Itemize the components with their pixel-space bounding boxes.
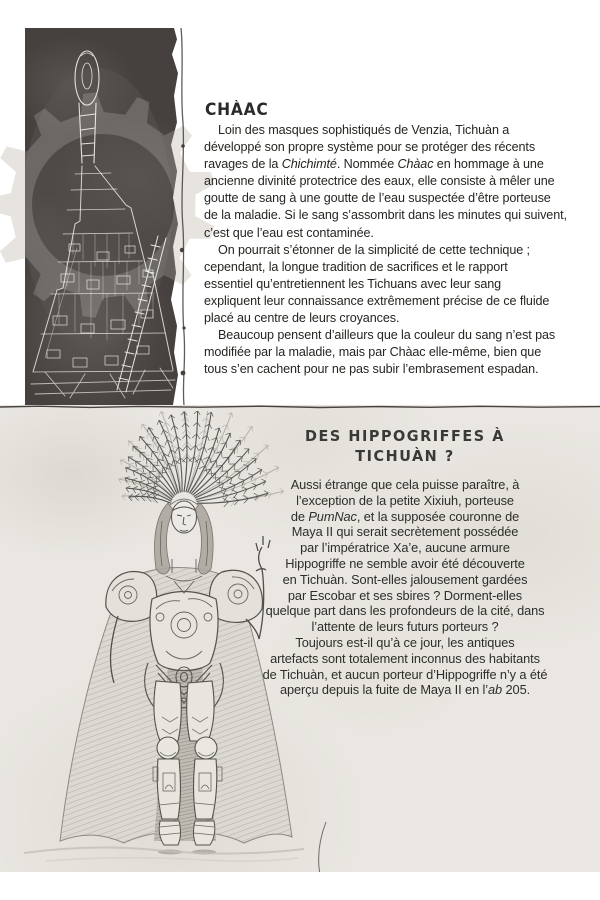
parchment-torn-edge <box>0 405 600 410</box>
chaac-section-title: CHÀAC <box>205 100 269 119</box>
tower-illustration <box>25 28 181 405</box>
chaac-paragraph: On pourrait s’étonner de la simplicité de cette technique ; cependant, la longue tradition de sacrifices et le rapport essentiel qu’entretiennent les Tichuans avec leur sang expliquent leur connaissance extrêmement précise de ce fluide placé au centre de leurs croyances. <box>204 242 550 326</box>
chaac-paragraph: Loin des masques sophistiqués de Venzia, Tichuàn a développé son propre système pour se protéger des récents ravages de la Chichimté. Nommée Chàac en hommage à une ancienne divinité protectrice des eaux, elle consiste à mêler une goutte de sang à une goutte de l’eau suspectée d’être porteuse de la maladie. Si le sang s’assombrit dans les minutes qui suivent, c’est que l’eau est contaminée. <box>204 123 567 240</box>
hippogriffes-body-text: Aussi étrange que cela puisse paraître, à l’exception de la petite Xixiuh, porteuse de PumNac, et la supposée couronne de Maya II qui serait secrètement possédée par l’impératrice Xa’e, aucune armure Hippogriffe ne semble avoir été découverte en Tichuàn. Sont-elles jalousement gardées par Escobar et ses sbires ? Dorment-elles quelque part dans les profondeurs de la cité, dans l’attente de leurs futurs porteurs ? Toujours est-il qu’à ce jour, les antiques artefacts sont totalement inconnus des habitants de Tichuàn, et aucun porteur d’Hippogriffe n’y a été aperçu depuis la fuite de Maya II en l’ab 205. <box>262 477 548 698</box>
tower-panel <box>25 28 181 405</box>
torn-edge-line <box>176 28 192 405</box>
parchment-section <box>0 405 600 872</box>
chaac-section-text <box>204 122 600 378</box>
hippogriffes-section <box>222 426 588 698</box>
pencil-stroke-mark <box>312 820 334 872</box>
hippogriffes-title-line2: TICHUÀN ? <box>355 447 455 465</box>
chaac-paragraph: Beaucoup pensent d’ailleurs que la couleur du sang n’est pas modifiée par la maladie, mais par Chàac elle-même, bien que tous s’en cachent pour ne pas subir l’embrasement espadan. <box>204 328 556 377</box>
hippogriffes-title-line1: DES HIPPOGRIFFES À <box>305 427 505 445</box>
